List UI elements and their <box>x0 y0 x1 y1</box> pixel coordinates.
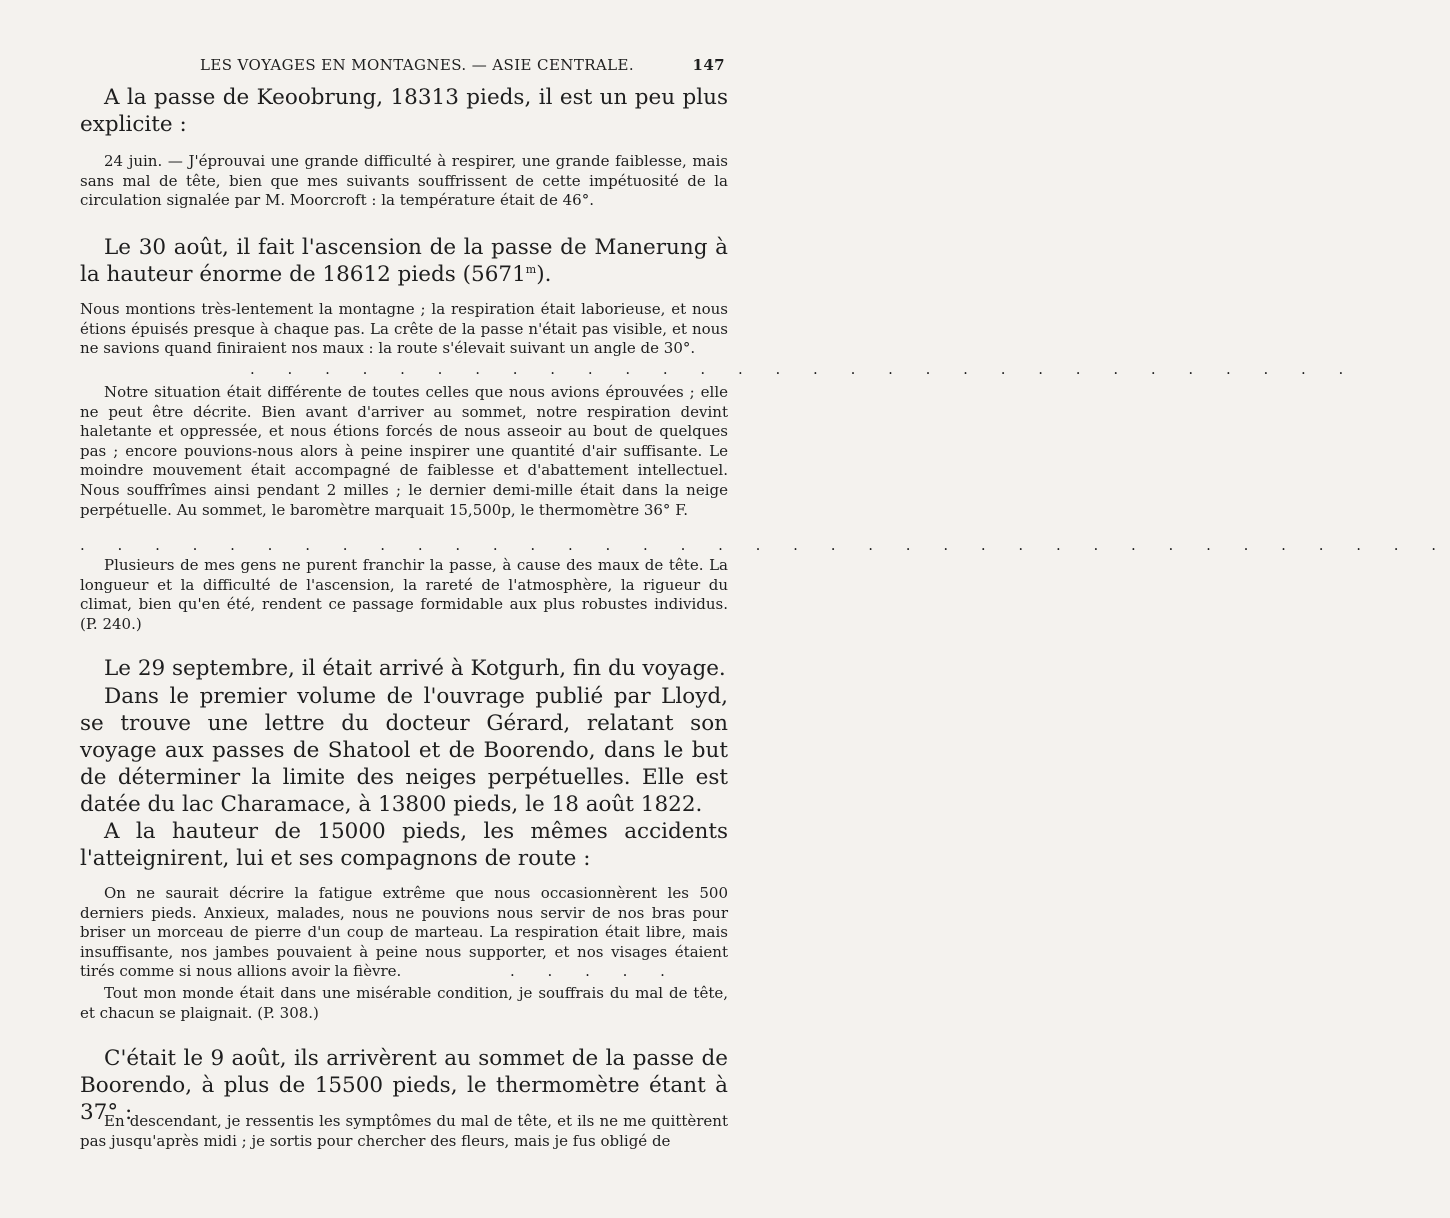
paragraph-keoobrung: A la passe de Keoobrung, 18313 pieds, il est un peu plus explicite : <box>80 85 728 137</box>
paragraph-manerung <box>80 234 728 288</box>
quote-june-24: 24 juin. — J'éprouvai une grande difficulté à respirer, une grande faiblesse, mais sans mal de tête, bien que mes suivants souffrissent de cette impétuosité de la circulation signalée par M. Moorcroft : la température était de 46°. <box>80 152 728 210</box>
running-head <box>80 56 725 80</box>
paragraph-manerung-text: Le 30 août, il fait l'ascension de la passe de Manerung à la hauteur énorme de 18612 pieds (5671 <box>80 235 728 287</box>
paragraph-gerard-letter: Dans le premier volume de l'ouvrage publié par Lloyd, se trouve une lettre du docteur Gérard, relatant son voyage aux passes de Shatool et de Boorendo, dans le but de déterminer la limite des neiges perpétuelles. Elle est datée du lac Charamace, à 13800 pieds, le 18 août 1822. <box>80 684 728 817</box>
paragraph-manerung-end: ). <box>536 262 552 287</box>
unit-superscript: m <box>525 262 537 276</box>
quote-misery: Tout mon monde était dans une misérable condition, je souffrais du mal de tête, et chacun se plaignait. (P. 308.) <box>80 984 728 1022</box>
page-number: 147 <box>692 56 725 74</box>
quote-fatigue: On ne saurait décrire la fatigue extrême que nous occasionnèrent les 500 derniers pieds. Anxieux, malades, nous ne pouvions nous servir de nos bras pour briser un morceau de pierre d'un coup de marteau. La respiration était libre, mais insuffisante, nos jambes pouvaient à peine nous supporter, et nos visages étaient tirés comme si nous allions avoir la fièvre. <box>80 884 728 981</box>
ellipsis-row-1: . . . . . . . . . . . . . . . . . . . . . . . . . . . . . . <box>250 360 1358 378</box>
quote-ascent-part2: Notre situation était différente de toutes celles que nous avions éprouvées ; elle ne peut être décrite. Bien avant d'arriver au sommet, notre respiration devint haletante et oppressée, et nous étions forcés de nous asseoir au bout de quelques pas ; encore pouvions-nous alors à peine inspirer une quantité d'air suffisante. Le moindre mouvement était accompagné de faiblesse et d'abattement intellectuel. Nous souffrîmes ainsi pendant 2 milles ; le dernier demi-mille était dans la neige perpétuelle. Au sommet, le baromètre marquait 15,500p, le thermomètre 36° F. <box>80 383 728 519</box>
paragraph-kotgurh: Le 29 septembre, il était arrivé à Kotgurh, fin du voyage. <box>104 656 726 681</box>
ellipsis-row-2: . . . . . . . . . . . . . . . . . . . . . . . . . . . . . . . . . . . . . <box>80 536 1450 554</box>
paragraph-15000-feet: A la hauteur de 15000 pieds, les mêmes accidents l'atteignirent, lui et ses compagnons de route : <box>80 819 728 871</box>
quote-ascent-part1: Nous montions très-lentement la montagne ; la respiration était laborieuse, et nous étions épuisés presque à chaque pas. La crête de la passe n'était pas visible, et nous ne savions quand finiraient nos maux : la route s'élevait suivant un angle de 30°. <box>80 300 728 358</box>
running-head-title: LES VOYAGES EN MONTAGNES. — ASIE CENTRALE. <box>200 56 635 74</box>
paragraph-boorendo: C'était le 9 août, ils arrivèrent au sommet de la passe de Boorendo, à plus de 15500 pieds, le thermomètre étant à 37° : <box>80 1046 728 1125</box>
quote-ascent-part3: Plusieurs de mes gens ne purent franchir la passe, à cause des maux de tête. La longueur et la difficulté de l'ascension, la rareté de l'atmosphère, la rigueur du climat, bien qu'en été, rendent ce passage formidable aux plus robustes individus. (P. 240.) <box>80 556 728 633</box>
quote-descent: En descendant, je ressentis les symptômes du mal de tête, et ils ne me quittèrent pas jusqu'après midi ; je sortis pour chercher des fleurs, mais je fus obligé de <box>80 1112 728 1150</box>
ellipsis-row-3: . . . . . <box>510 962 679 980</box>
